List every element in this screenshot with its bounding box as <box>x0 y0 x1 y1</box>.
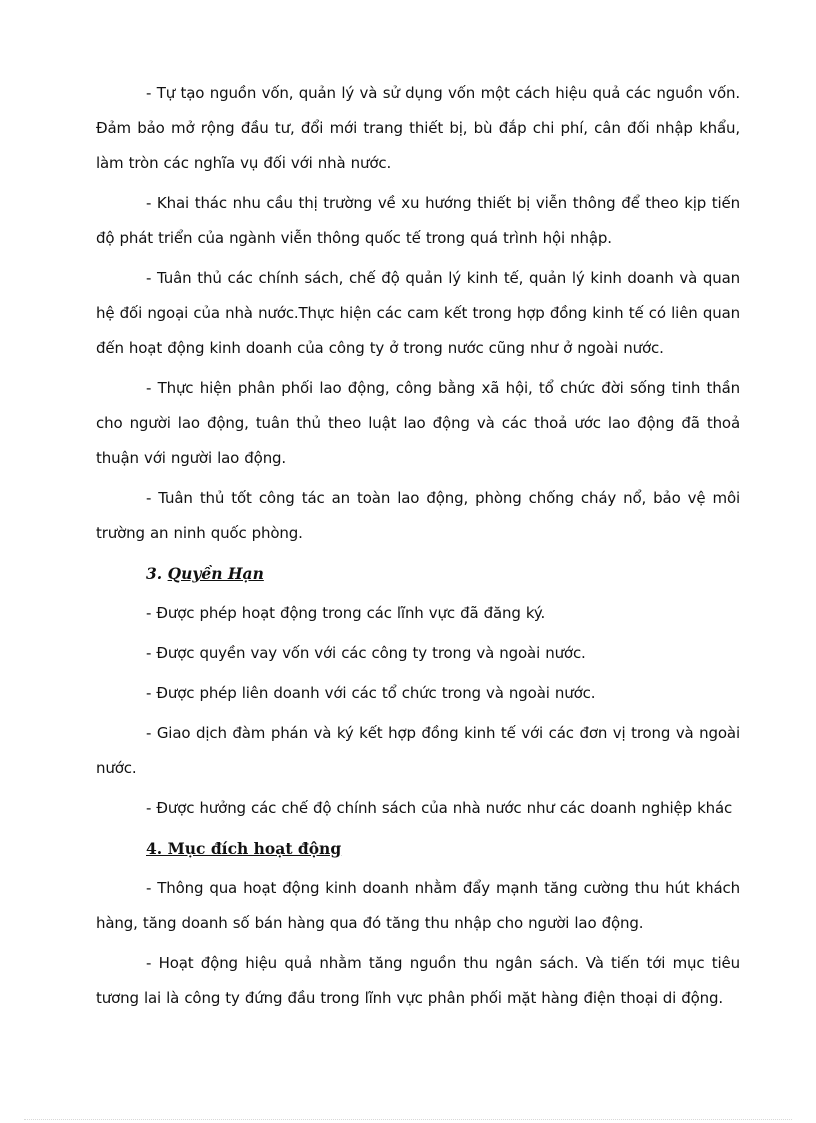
paragraph-policy-benefits: - Được hưởng các chế độ chính sách của nhà nước như các doanh nghiệp khác <box>146 799 733 817</box>
paragraph-borrowing-rights: - Được quyền vay vốn với các công ty trong và ngoài nước. <box>146 644 586 662</box>
section-3-number: 3. <box>146 564 163 583</box>
document-body <box>96 76 740 1021</box>
paragraph-market-demand: - Khai thác nhu cầu thị trường về xu hướng thiết bị viễn thông để theo kịp tiến độ phát triển của ngành viễn thông quốc tế trong quá trình hội nhập. <box>96 194 740 247</box>
paragraph-joint-venture: - Được phép liên doanh với các tổ chức trong và ngoài nước. <box>146 684 596 702</box>
section-4-title: 4. Mục đích hoạt động <box>146 839 342 858</box>
paragraph-labor-safety: - Tuân thủ tốt công tác an toàn lao động, phòng chống cháy nổ, bảo vệ môi trường an ninh quốc phòng. <box>96 489 740 542</box>
paragraph-policy-compliance: - Tuân thủ các chính sách, chế độ quản lý kinh tế, quản lý kinh doanh và quan hệ đối ngoại của nhà nước.Thực hiện các cam kết trong hợp đồng kinh tế có liên quan đến hoạt động kinh doanh của công ty ở trong nước cũng như ở ngoài nước. <box>96 269 740 357</box>
section-3-heading <box>146 556 740 591</box>
paragraph-negotiation: - Giao dịch đàm phán và ký kết hợp đồng kinh tế với các đơn vị trong và ngoài nước. <box>96 724 740 777</box>
section-4-heading <box>146 831 740 866</box>
paragraph-labor-distribution: - Thực hiện phân phối lao động, công bằng xã hội, tổ chức đời sống tinh thần cho người lao động, tuân thủ theo luật lao động và các thoả ước lao động đã thoả thuận với người lao động. <box>96 379 740 467</box>
page-bottom-divider <box>24 1119 792 1120</box>
paragraph-permitted-fields: - Được phép hoạt động trong các lĩnh vực đã đăng ký. <box>146 604 546 622</box>
paragraph-business-growth: - Thông qua hoạt động kinh doanh nhằm đẩy mạnh tăng cường thu hút khách hàng, tăng doanh số bán hàng qua đó tăng thu nhập cho người lao động. <box>96 879 740 932</box>
paragraph-capital-management: - Tự tạo nguồn vốn, quản lý và sử dụng vốn một cách hiệu quả các nguồn vốn. Đảm bảo mở rộng đầu tư, đổi mới trang thiết bị, bù đắp chi phí, cân đối nhập khẩu, làm tròn các nghĩa vụ đối với nhà nước. <box>96 84 740 172</box>
section-3-title: Quyền Hạn <box>167 564 264 583</box>
paragraph-future-goals: - Hoạt động hiệu quả nhằm tăng nguồn thu ngân sách. Và tiến tới mục tiêu tương lai là công ty đứng đầu trong lĩnh vực phân phối mặt hàng điện thoại di động. <box>96 954 740 1007</box>
